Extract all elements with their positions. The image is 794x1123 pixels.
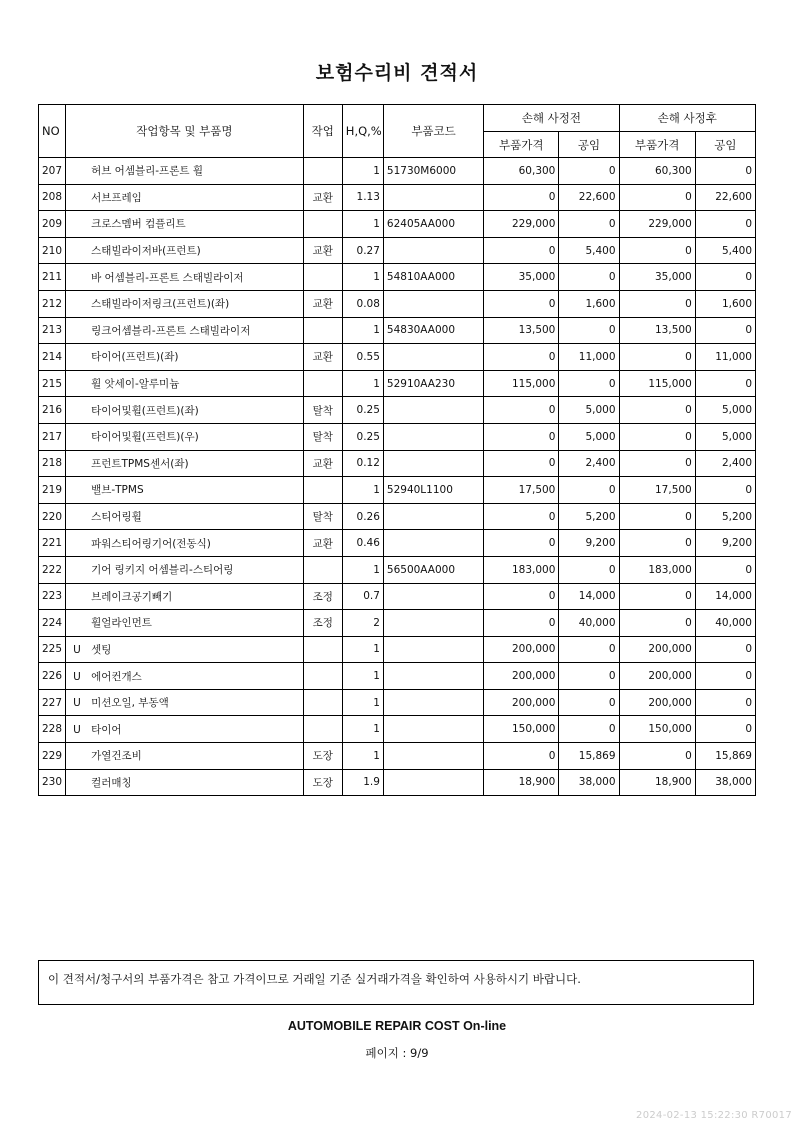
col-item-header: 작업항목 및 부품명 (66, 105, 304, 158)
row-item-name (66, 530, 304, 557)
row-part-code (383, 530, 483, 557)
row-flag: U (73, 723, 81, 736)
row-before-part-price: 35,000 (484, 264, 559, 291)
row-after-labor: 0 (695, 663, 755, 690)
row-after-part-price: 0 (619, 290, 695, 317)
row-job: 교환 (303, 290, 342, 317)
col-no-header: NO (39, 105, 66, 158)
row-after-labor: 38,000 (695, 769, 755, 796)
row-no: 228 (39, 716, 66, 743)
row-after-labor: 0 (695, 370, 755, 397)
table-row (39, 716, 756, 743)
row-after-part-price: 0 (619, 530, 695, 557)
row-after-labor: 0 (695, 264, 755, 291)
row-part-code (383, 716, 483, 743)
row-job (303, 264, 342, 291)
row-after-part-price: 200,000 (619, 689, 695, 716)
row-job (303, 158, 342, 185)
row-before-part-price: 0 (484, 423, 559, 450)
row-after-labor: 0 (695, 716, 755, 743)
row-after-part-price: 0 (619, 503, 695, 530)
row-before-labor: 0 (559, 317, 619, 344)
row-hq: 0.46 (342, 530, 383, 557)
row-item-label: 셋팅 (91, 643, 112, 656)
row-before-part-price: 60,300 (484, 158, 559, 185)
row-job (303, 556, 342, 583)
row-before-labor: 22,600 (559, 184, 619, 211)
before-labor-header: 공임 (559, 132, 619, 158)
row-before-labor: 40,000 (559, 610, 619, 637)
row-hq: 1.9 (342, 769, 383, 796)
row-before-part-price: 18,900 (484, 769, 559, 796)
row-part-code (383, 636, 483, 663)
row-after-labor: 0 (695, 556, 755, 583)
row-before-labor: 0 (559, 211, 619, 238)
row-item-label: 타이어및휠(프런트)(우) (91, 431, 199, 444)
row-before-labor: 38,000 (559, 769, 619, 796)
row-job (303, 317, 342, 344)
document-title: 보험수리비 견적서 (315, 62, 479, 84)
row-after-labor: 0 (695, 636, 755, 663)
row-before-part-price: 229,000 (484, 211, 559, 238)
table-row (39, 344, 756, 371)
row-item-label: 휠얼라인먼트 (91, 617, 152, 630)
row-part-code: 52940L1100 (383, 477, 483, 504)
col-hq-header: H,Q,% (342, 105, 383, 158)
row-hq: 1.13 (342, 184, 383, 211)
table-row (39, 503, 756, 530)
row-no: 222 (39, 556, 66, 583)
row-no: 223 (39, 583, 66, 610)
table-row (39, 689, 756, 716)
row-before-labor: 5,000 (559, 397, 619, 424)
table-header (39, 105, 756, 158)
row-item-name (66, 184, 304, 211)
row-before-labor: 11,000 (559, 344, 619, 371)
row-item-name (66, 716, 304, 743)
row-no: 221 (39, 530, 66, 557)
row-part-code (383, 450, 483, 477)
table-row (39, 743, 756, 770)
row-before-labor: 0 (559, 158, 619, 185)
row-item-name (66, 158, 304, 185)
row-hq: 1 (342, 264, 383, 291)
row-part-code: 51730M6000 (383, 158, 483, 185)
row-part-code: 54830AA000 (383, 317, 483, 344)
row-item-name (66, 211, 304, 238)
row-job: 도장 (303, 743, 342, 770)
row-item-label: 밸브-TPMS (91, 484, 144, 497)
table-row (39, 610, 756, 637)
row-hq: 0.26 (342, 503, 383, 530)
row-before-part-price: 0 (484, 237, 559, 264)
row-before-part-price: 150,000 (484, 716, 559, 743)
table-row (39, 370, 756, 397)
row-part-code (383, 769, 483, 796)
row-job: 탈착 (303, 503, 342, 530)
row-after-part-price: 18,900 (619, 769, 695, 796)
row-item-name (66, 370, 304, 397)
row-hq: 1 (342, 211, 383, 238)
row-after-part-price: 0 (619, 583, 695, 610)
row-before-labor: 0 (559, 663, 619, 690)
row-item-name (66, 264, 304, 291)
row-job (303, 477, 342, 504)
row-item-label: 타이어 (91, 723, 122, 736)
row-item-label: 크로스멤버 컴플리트 (91, 218, 186, 231)
row-before-labor: 0 (559, 477, 619, 504)
estimate-table (38, 104, 756, 796)
row-before-part-price: 0 (484, 583, 559, 610)
row-item-label: 미션오일, 부동액 (91, 697, 169, 710)
row-before-labor: 0 (559, 689, 619, 716)
row-before-labor: 5,400 (559, 237, 619, 264)
row-no: 230 (39, 769, 66, 796)
row-after-part-price: 17,500 (619, 477, 695, 504)
row-item-label: 링크어셈블리-프론트 스태빌라이저 (91, 324, 251, 337)
row-job: 교환 (303, 450, 342, 477)
row-no: 214 (39, 344, 66, 371)
row-job: 교환 (303, 344, 342, 371)
row-no: 215 (39, 370, 66, 397)
row-item-name (66, 503, 304, 530)
row-after-part-price: 13,500 (619, 317, 695, 344)
row-hq: 0.12 (342, 450, 383, 477)
row-job (303, 689, 342, 716)
row-after-labor: 5,000 (695, 397, 755, 424)
row-after-labor: 0 (695, 689, 755, 716)
row-item-name (66, 743, 304, 770)
row-before-part-price: 0 (484, 503, 559, 530)
row-after-labor: 5,400 (695, 237, 755, 264)
row-hq: 1 (342, 370, 383, 397)
row-item-label: 컬러매칭 (91, 776, 132, 789)
row-no: 208 (39, 184, 66, 211)
row-after-labor: 9,200 (695, 530, 755, 557)
row-item-name (66, 317, 304, 344)
row-part-code: 62405AA000 (383, 211, 483, 238)
row-item-label: 서브프레임 (91, 191, 142, 204)
row-before-part-price: 0 (484, 530, 559, 557)
row-hq: 0.7 (342, 583, 383, 610)
row-no: 218 (39, 450, 66, 477)
row-after-part-price: 229,000 (619, 211, 695, 238)
row-after-labor: 5,200 (695, 503, 755, 530)
row-after-part-price: 115,000 (619, 370, 695, 397)
row-after-part-price: 0 (619, 450, 695, 477)
row-before-part-price: 0 (484, 450, 559, 477)
row-job: 도장 (303, 769, 342, 796)
table-row (39, 556, 756, 583)
row-item-label: 기어 링키지 어셈블리-스티어링 (91, 564, 234, 577)
row-before-labor: 5,200 (559, 503, 619, 530)
after-labor-header: 공임 (695, 132, 755, 158)
row-job: 교환 (303, 237, 342, 264)
row-part-code (383, 689, 483, 716)
row-after-labor: 40,000 (695, 610, 755, 637)
row-before-labor: 15,869 (559, 743, 619, 770)
table-row (39, 158, 756, 185)
row-after-part-price: 0 (619, 237, 695, 264)
table-row (39, 450, 756, 477)
row-after-part-price: 0 (619, 397, 695, 424)
row-flag: U (73, 697, 81, 710)
row-item-name (66, 636, 304, 663)
row-after-part-price: 183,000 (619, 556, 695, 583)
row-item-label: 스티어링휠 (91, 511, 142, 524)
table-row (39, 211, 756, 238)
row-item-name (66, 450, 304, 477)
row-part-code (383, 663, 483, 690)
row-item-label: 바 어셈블리-프론트 스태빌라이저 (91, 271, 244, 284)
table-row (39, 397, 756, 424)
row-after-labor: 0 (695, 477, 755, 504)
row-after-part-price: 150,000 (619, 716, 695, 743)
table-row (39, 423, 756, 450)
row-hq: 1 (342, 716, 383, 743)
row-after-labor: 1,600 (695, 290, 755, 317)
row-item-name (66, 237, 304, 264)
row-no: 227 (39, 689, 66, 716)
row-hq: 0.27 (342, 237, 383, 264)
table-row (39, 477, 756, 504)
row-hq: 1 (342, 636, 383, 663)
row-item-name (66, 397, 304, 424)
col-after-header: 손해 사정후 (619, 105, 755, 132)
row-flag: U (73, 643, 81, 656)
row-before-labor: 2,400 (559, 450, 619, 477)
row-item-label: 스태빌라이저링크(프런트)(좌) (91, 298, 230, 311)
row-before-labor: 0 (559, 370, 619, 397)
row-after-labor: 11,000 (695, 344, 755, 371)
row-before-part-price: 200,000 (484, 689, 559, 716)
row-hq: 0.55 (342, 344, 383, 371)
row-item-name (66, 290, 304, 317)
row-no: 213 (39, 317, 66, 344)
row-hq: 2 (342, 610, 383, 637)
row-after-part-price: 0 (619, 423, 695, 450)
row-item-label: 타이어및휠(프런트)(좌) (91, 404, 199, 417)
table-row (39, 317, 756, 344)
row-no: 212 (39, 290, 66, 317)
row-before-labor: 14,000 (559, 583, 619, 610)
row-before-part-price: 13,500 (484, 317, 559, 344)
row-part-code (383, 344, 483, 371)
row-item-name (66, 610, 304, 637)
row-no: 209 (39, 211, 66, 238)
row-after-labor: 0 (695, 158, 755, 185)
table-row (39, 290, 756, 317)
row-no: 225 (39, 636, 66, 663)
row-item-label: 허브 어셈블리-프론트 휠 (91, 165, 203, 178)
table-row (39, 583, 756, 610)
row-part-code (383, 423, 483, 450)
row-no: 224 (39, 610, 66, 637)
row-before-labor: 1,600 (559, 290, 619, 317)
row-hq: 1 (342, 689, 383, 716)
table-row (39, 264, 756, 291)
row-after-labor: 22,600 (695, 184, 755, 211)
row-before-part-price: 200,000 (484, 636, 559, 663)
row-no: 211 (39, 264, 66, 291)
row-before-part-price: 115,000 (484, 370, 559, 397)
row-part-code (383, 397, 483, 424)
row-before-part-price: 0 (484, 344, 559, 371)
row-item-name (66, 663, 304, 690)
row-part-code (383, 290, 483, 317)
row-no: 207 (39, 158, 66, 185)
row-flag: U (73, 670, 81, 683)
col-code-header: 부품코드 (383, 105, 483, 158)
row-after-part-price: 200,000 (619, 636, 695, 663)
row-no: 229 (39, 743, 66, 770)
row-no: 226 (39, 663, 66, 690)
row-hq: 1 (342, 663, 383, 690)
row-item-label: 휠 앗세이-알루미늄 (91, 378, 180, 391)
row-job (303, 636, 342, 663)
row-after-labor: 14,000 (695, 583, 755, 610)
row-before-part-price: 0 (484, 743, 559, 770)
table-row (39, 636, 756, 663)
row-part-code (383, 503, 483, 530)
table-row (39, 663, 756, 690)
row-before-labor: 9,200 (559, 530, 619, 557)
row-before-part-price: 0 (484, 397, 559, 424)
row-job: 교환 (303, 530, 342, 557)
table-row (39, 769, 756, 796)
row-job (303, 663, 342, 690)
row-part-code: 56500AA000 (383, 556, 483, 583)
row-item-label: 가열건조비 (91, 750, 142, 763)
row-hq: 1 (342, 556, 383, 583)
row-before-part-price: 0 (484, 610, 559, 637)
row-item-name (66, 689, 304, 716)
table-row (39, 530, 756, 557)
row-no: 216 (39, 397, 66, 424)
row-item-label: 스태빌라이저바(프런트) (91, 245, 201, 258)
row-job (303, 211, 342, 238)
row-before-part-price: 0 (484, 184, 559, 211)
row-item-name (66, 477, 304, 504)
row-job (303, 370, 342, 397)
row-job: 조정 (303, 583, 342, 610)
row-after-part-price: 200,000 (619, 663, 695, 690)
row-hq: 1 (342, 158, 383, 185)
row-before-part-price: 0 (484, 290, 559, 317)
col-job-header: 작업 (303, 105, 342, 158)
row-item-label: 파워스티어링기어(전동식) (91, 537, 211, 550)
table-row (39, 237, 756, 264)
table-body (39, 158, 756, 796)
row-job: 교환 (303, 184, 342, 211)
col-before-header: 손해 사정전 (484, 105, 619, 132)
row-job: 탈착 (303, 423, 342, 450)
footer-title: AUTOMOBILE REPAIR COST On-line (287, 1019, 507, 1033)
row-after-part-price: 0 (619, 743, 695, 770)
row-before-labor: 0 (559, 556, 619, 583)
row-job: 탈착 (303, 397, 342, 424)
before-part-price-header: 부품가격 (484, 132, 559, 158)
row-part-code: 52910AA230 (383, 370, 483, 397)
row-hq: 1 (342, 317, 383, 344)
row-after-part-price: 60,300 (619, 158, 695, 185)
row-part-code (383, 184, 483, 211)
row-item-label: 에어컨개스 (91, 670, 142, 683)
row-no: 220 (39, 503, 66, 530)
print-timestamp: 2024-02-13 15:22:30 R70017 (636, 1110, 792, 1121)
row-after-part-price: 0 (619, 610, 695, 637)
row-item-name (66, 344, 304, 371)
page-number: 페이지 : 9/9 (365, 1046, 429, 1060)
after-part-price-header: 부품가격 (619, 132, 695, 158)
row-before-labor: 5,000 (559, 423, 619, 450)
row-part-code (383, 583, 483, 610)
row-part-code (383, 610, 483, 637)
row-hq: 1 (342, 743, 383, 770)
row-after-part-price: 0 (619, 184, 695, 211)
row-no: 219 (39, 477, 66, 504)
row-item-name (66, 583, 304, 610)
row-after-labor: 0 (695, 211, 755, 238)
row-item-label: 프런트TPMS센서(좌) (91, 457, 189, 470)
row-after-part-price: 35,000 (619, 264, 695, 291)
row-item-name (66, 556, 304, 583)
row-item-label: 브레이크공기빼기 (91, 590, 173, 603)
row-hq: 0.08 (342, 290, 383, 317)
row-hq: 0.25 (342, 397, 383, 424)
row-after-labor: 0 (695, 317, 755, 344)
row-part-code (383, 743, 483, 770)
row-part-code (383, 237, 483, 264)
row-before-part-price: 183,000 (484, 556, 559, 583)
row-hq: 1 (342, 477, 383, 504)
row-job: 조정 (303, 610, 342, 637)
row-after-part-price: 0 (619, 344, 695, 371)
row-no: 217 (39, 423, 66, 450)
price-notice: 이 견적서/청구서의 부품가격은 참고 가격이므로 거래일 기준 실거래가격을 확인하여 사용하시기 바랍니다. (38, 960, 754, 1005)
table-row (39, 184, 756, 211)
row-hq: 0.25 (342, 423, 383, 450)
row-no: 210 (39, 237, 66, 264)
row-item-name (66, 423, 304, 450)
row-after-labor: 2,400 (695, 450, 755, 477)
row-part-code: 54810AA000 (383, 264, 483, 291)
row-after-labor: 15,869 (695, 743, 755, 770)
row-job (303, 716, 342, 743)
row-before-labor: 0 (559, 636, 619, 663)
row-before-labor: 0 (559, 716, 619, 743)
row-after-labor: 5,000 (695, 423, 755, 450)
row-item-name (66, 769, 304, 796)
row-before-part-price: 200,000 (484, 663, 559, 690)
row-item-label: 타이어(프런트)(좌) (91, 351, 179, 364)
row-before-part-price: 17,500 (484, 477, 559, 504)
row-before-labor: 0 (559, 264, 619, 291)
